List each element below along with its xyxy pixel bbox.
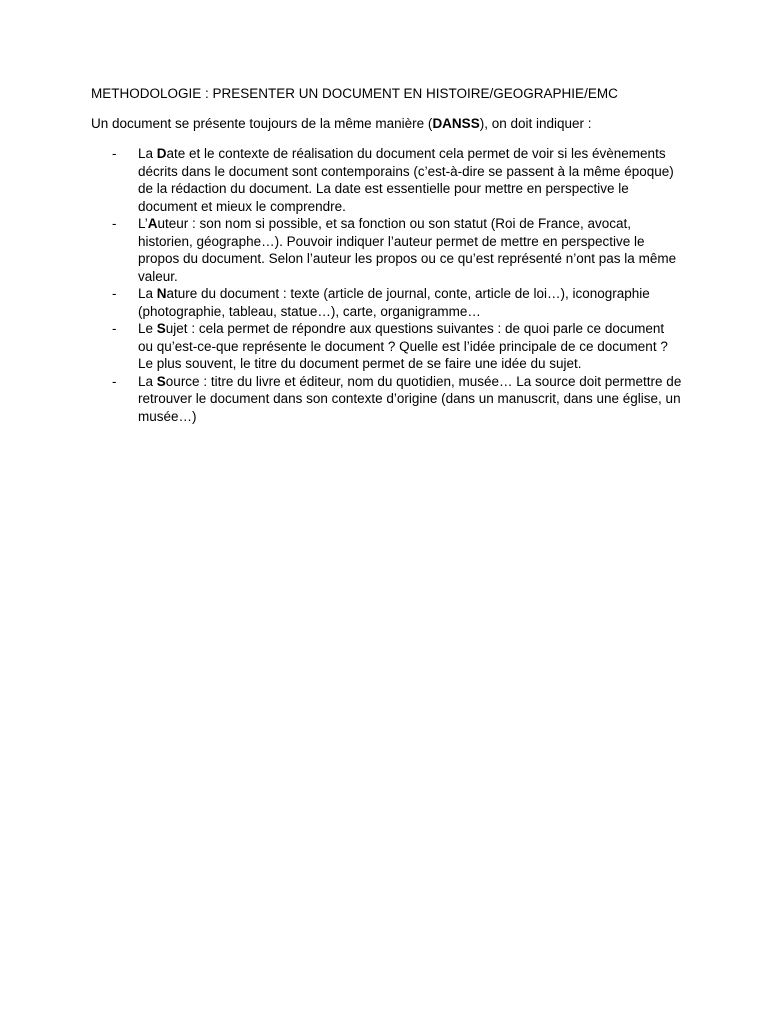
item-prefix: La (138, 286, 157, 301)
item-description: ujet : cela permet de répondre aux questions suivantes : de quoi parle ce document ou qu’est-ce-que représente le document ? Quelle est l’idée principale de ce document ? Le plus souvent, le titre du document permet de se faire une idée du sujet. (138, 321, 668, 371)
item-prefix: La (138, 373, 157, 389)
item-description: ource : titre du livre et éditeur, nom du quotidien, musée… La source doit permettre de retrouver le document dans son contexte d’origine (dans un manuscrit, dans une église, un musée…) (138, 373, 682, 424)
item-key-letter: N (156, 286, 167, 301)
danss-list (112, 145, 682, 425)
bullet-dash: - (112, 321, 117, 336)
intro-acronym: DANSS (432, 116, 480, 131)
item-key-letter: A (147, 216, 158, 231)
item-text (138, 146, 674, 214)
bullet-dash: - (112, 373, 117, 389)
bullet-dash: - (112, 286, 117, 301)
list-item-sujet (112, 320, 682, 373)
list-item-nature (112, 285, 682, 320)
item-prefix: La (138, 146, 157, 161)
bullet-dash: - (112, 216, 117, 231)
item-prefix: L’ (138, 216, 148, 231)
item-text (138, 321, 668, 371)
item-key-letter: D (156, 146, 167, 161)
document-title: METHODOLOGIE : PRESENTER UN DOCUMENT EN HISTOIRE/GEOGRAPHIE/EMC (91, 86, 618, 101)
item-key-letter: S (156, 373, 166, 389)
bullet-dash: - (112, 146, 117, 161)
intro-paragraph (91, 115, 592, 132)
list-item-auteur (112, 215, 682, 285)
list-item-date (112, 145, 682, 215)
intro-text-after: ), on doit indiquer : (479, 116, 592, 131)
item-text (138, 286, 650, 319)
item-description: ate et le contexte de réalisation du document cela permet de voir si les évènements décrits dans le document sont contemporains (c’est-à-dire se passent à la même époque) de la rédaction du document. La date est essentielle pour mettre en perspective le document et mieux le comprendre. (138, 146, 674, 214)
intro-text-before: Un document se présente toujours de la même manière ( (91, 116, 433, 131)
item-text (138, 374, 681, 424)
item-description: uteur : son nom si possible, et sa fonction ou son statut (Roi de France, avocat, historien, géographe…). Pouvoir indiquer l’auteur permet de mettre en perspective le propos du document. Selon l’auteur les propos ou ce qu’est représenté n’ont pas la même valeur. (138, 216, 677, 284)
list-item-source (112, 373, 682, 426)
item-description: ature du document : texte (article de journal, conte, article de loi…), iconographie (photographie, tableau, statue…), carte, organigramme… (138, 286, 650, 319)
item-text (138, 216, 676, 284)
item-key-letter: S (156, 321, 166, 336)
item-prefix: Le (138, 321, 157, 336)
